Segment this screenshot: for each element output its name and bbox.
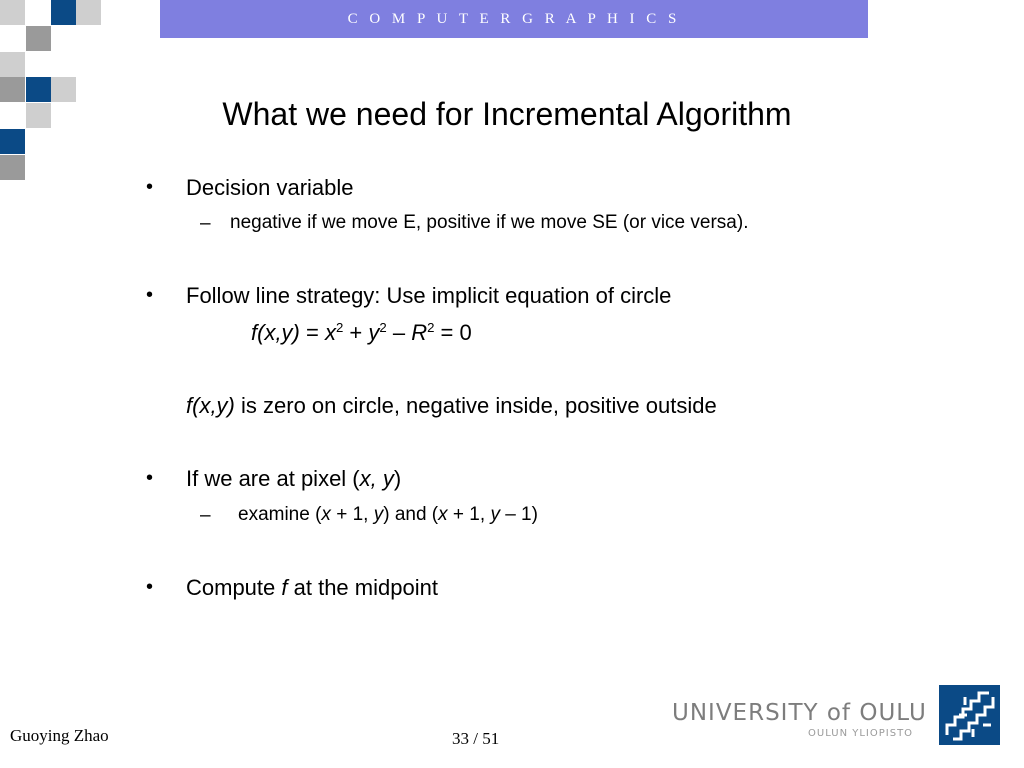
eq-r: R: [411, 320, 428, 345]
sub-bullet-decision: negative if we move E, positive if we move SE (or vice versa).: [230, 212, 749, 233]
eq-y: y: [368, 320, 380, 345]
text-fragment: If we are at pixel (: [186, 466, 360, 491]
decor-square: [0, 155, 25, 180]
decor-square: [26, 26, 51, 51]
bullet-follow-line: Follow line strategy: Use implicit equation of circle: [186, 283, 672, 308]
circle-equation: [251, 320, 472, 346]
text-fragment: ,: [363, 504, 374, 525]
bullet-marker: •: [146, 467, 154, 489]
slide-title: What we need for Incremental Algorithm: [222, 96, 792, 132]
equation-note: [186, 393, 717, 419]
text-fragment: x, y: [359, 466, 394, 491]
text-fragment: f: [281, 575, 288, 600]
bullet-decision-variable: Decision variable: [186, 175, 354, 200]
page-number: [452, 729, 499, 749]
bullet-marker: •: [146, 576, 154, 598]
dash-marker: –: [200, 213, 211, 234]
eq-plus: +: [343, 320, 369, 345]
text-fragment: ): [393, 466, 402, 491]
university-logo-icon: [939, 685, 1000, 745]
note-text: is zero on circle, negative inside, positive outside: [234, 393, 717, 418]
page-total: 51: [482, 729, 500, 748]
decor-square: [76, 0, 101, 25]
author-name: Guoying Zhao: [10, 726, 109, 745]
text-fragment: x: [321, 504, 331, 525]
eq-x: x: [324, 320, 336, 345]
university-name: UNIVERSITY of OULU: [672, 700, 927, 726]
bullet-pixel: [186, 466, 401, 492]
note-fxy: f(x,y): [186, 393, 235, 418]
eq-rhs: = 0: [434, 320, 472, 345]
text-fragment: + 1: [447, 504, 480, 525]
text-fragment: ) and (: [383, 504, 439, 525]
text-fragment: + 1: [330, 504, 364, 525]
text-fragment: x: [438, 504, 448, 525]
text-fragment: at the midpoint: [287, 575, 438, 600]
bullet-compute: [186, 575, 438, 601]
text-fragment: Compute: [186, 575, 282, 600]
decor-square: [51, 0, 76, 25]
eq-lhs: f(x,y): [251, 320, 300, 345]
decor-square: [0, 52, 25, 77]
eq-equals: =: [299, 320, 325, 345]
course-banner: [160, 0, 868, 38]
text-fragment: ,: [479, 504, 491, 525]
page-separator: /: [469, 729, 483, 748]
page-current: 33: [452, 729, 469, 748]
text-fragment: – 1): [499, 504, 538, 525]
bullet-marker: •: [146, 284, 154, 306]
eq-exp: 2: [379, 320, 387, 336]
eq-exp: 2: [335, 320, 344, 336]
logo-mark: [939, 685, 1000, 745]
bullet-marker: •: [146, 176, 154, 198]
university-subtitle: OULUN YLIOPISTO: [808, 728, 914, 739]
banner-text: C O M P U T E R G R A P H I C S: [347, 10, 681, 27]
text-fragment: examine (: [238, 504, 322, 525]
text-fragment: y: [373, 504, 384, 525]
eq-exp: 2: [427, 320, 435, 336]
decor-square: [0, 0, 25, 25]
eq-minus: –: [386, 320, 412, 345]
sub-bullet-examine: [238, 504, 538, 526]
text-fragment: y: [490, 504, 500, 525]
dash-marker: –: [200, 505, 211, 526]
